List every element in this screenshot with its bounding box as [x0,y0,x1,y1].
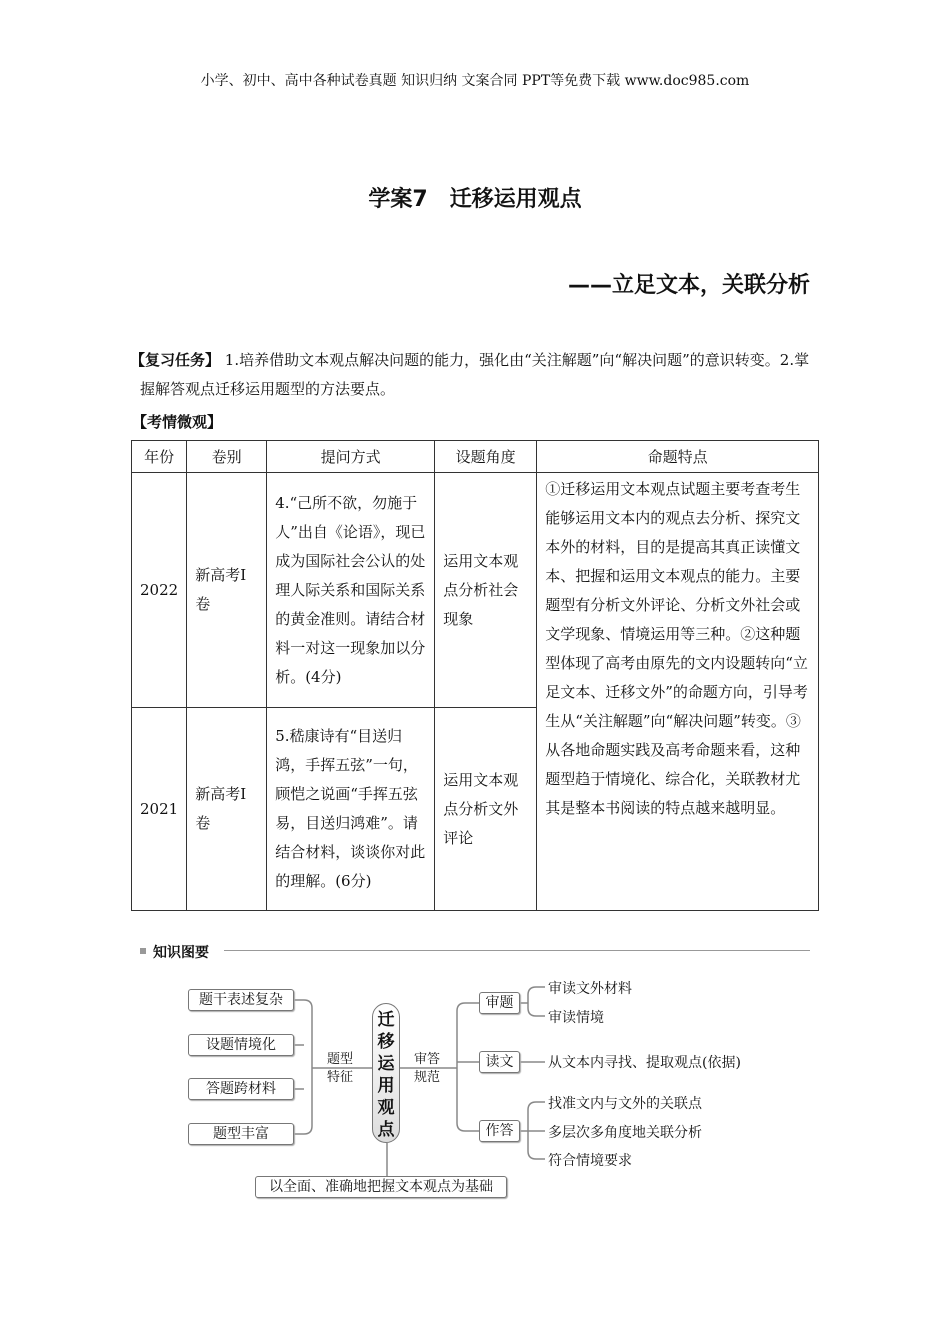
exam-label: 【考情微观】 [132,413,223,431]
cell-question: 5.嵇康诗有“目送归鸿，手挥五弦”一句，顾恺之说画“手挥五弦易，目送归鸿难”。请结合材料，谈谈你对此的理解。(6分) [267,708,435,911]
section-title: 知识图要 [153,945,209,961]
center-topic: 迁移运用观点 [372,1003,400,1143]
review-text: 1.培养借助文本观点解决问题的能力，强化由“关注解题”向“解决问题”的意识转变。2.掌握解答观点迁移运用题型的方法要点。 [140,351,810,398]
page-title: 学案7 迁移运用观点 [368,187,582,212]
leaf-text: 从文本内寻找、提取观点(依据) [548,1055,741,1071]
foundation-box: 以全面、准确地把握文本观点为基础 [255,1176,507,1198]
leaf-text: 多层次多角度地关联分析 [548,1125,702,1141]
header-angle: 设题角度 [435,441,537,473]
cell-angle: 运用文本观点分析社会现象 [435,473,537,708]
cell-question: 4.“己所不欲，勿施于人”出自《论语》，现已成为国际社会公认的处理人际关系和国际关系的黄金准则。请结合材料一对这一现象加以分析。(4分) [267,473,435,708]
header-features: 命题特点 [537,441,819,473]
feature-box: 答题跨材料 [188,1078,294,1100]
page-header: 小学、初中、高中各种试卷真题 知识归纳 文案合同 PPT等免费下载 www.doc985.com [200,73,750,89]
cell-angle: 运用文本观点分析文外评论 [435,708,537,911]
right-label: 审答规范 [413,1052,440,1085]
cell-year: 2022 [132,473,187,708]
branch-box: 作答 [479,1120,520,1142]
cell-features: ①迁移运用文本观点试题主要考查考生能够运用文本内的观点去分析、探究文本外的材料，目的是提高其真正读懂文本、把握和运用文本观点的能力。主要题型有分析文外评论、分析文外社会或文学现象、情境运用等三种。②这种题型体现了高考由原先的文内设题转向“立足文本、迁移文外”的命题方向，引导考生从“关注解题”向“解决问题”转变。③从各地命题实践及高考命题来看，这种题型趋于情境化、综合化，关联教材尤其是整本书阅读的特点越来越明显。 [537,473,819,911]
header-year: 年份 [132,441,187,473]
leaf-text: 审读文外材料 [548,981,632,997]
leaf-text: 符合情境要求 [548,1153,632,1169]
feature-box: 题干表述复杂 [188,989,294,1011]
feature-box: 题型丰富 [188,1123,294,1145]
leaf-text: 找准文内与文外的关联点 [548,1096,702,1112]
cell-paper: 新高考Ⅰ卷 [187,708,267,911]
branch-box: 审题 [479,992,520,1014]
review-label: 【复习任务】 [130,351,221,369]
cell-year: 2021 [132,708,187,911]
leaf-text: 审读情境 [548,1010,604,1026]
cell-paper: 新高考Ⅰ卷 [187,473,267,708]
header-question: 提问方式 [267,441,435,473]
branch-box: 读文 [479,1051,520,1073]
left-label: 题型特征 [326,1052,353,1085]
page-subtitle: ——立足文本，关联分析 [567,273,810,298]
header-paper: 卷别 [187,441,267,473]
feature-box: 设题情境化 [188,1034,294,1056]
